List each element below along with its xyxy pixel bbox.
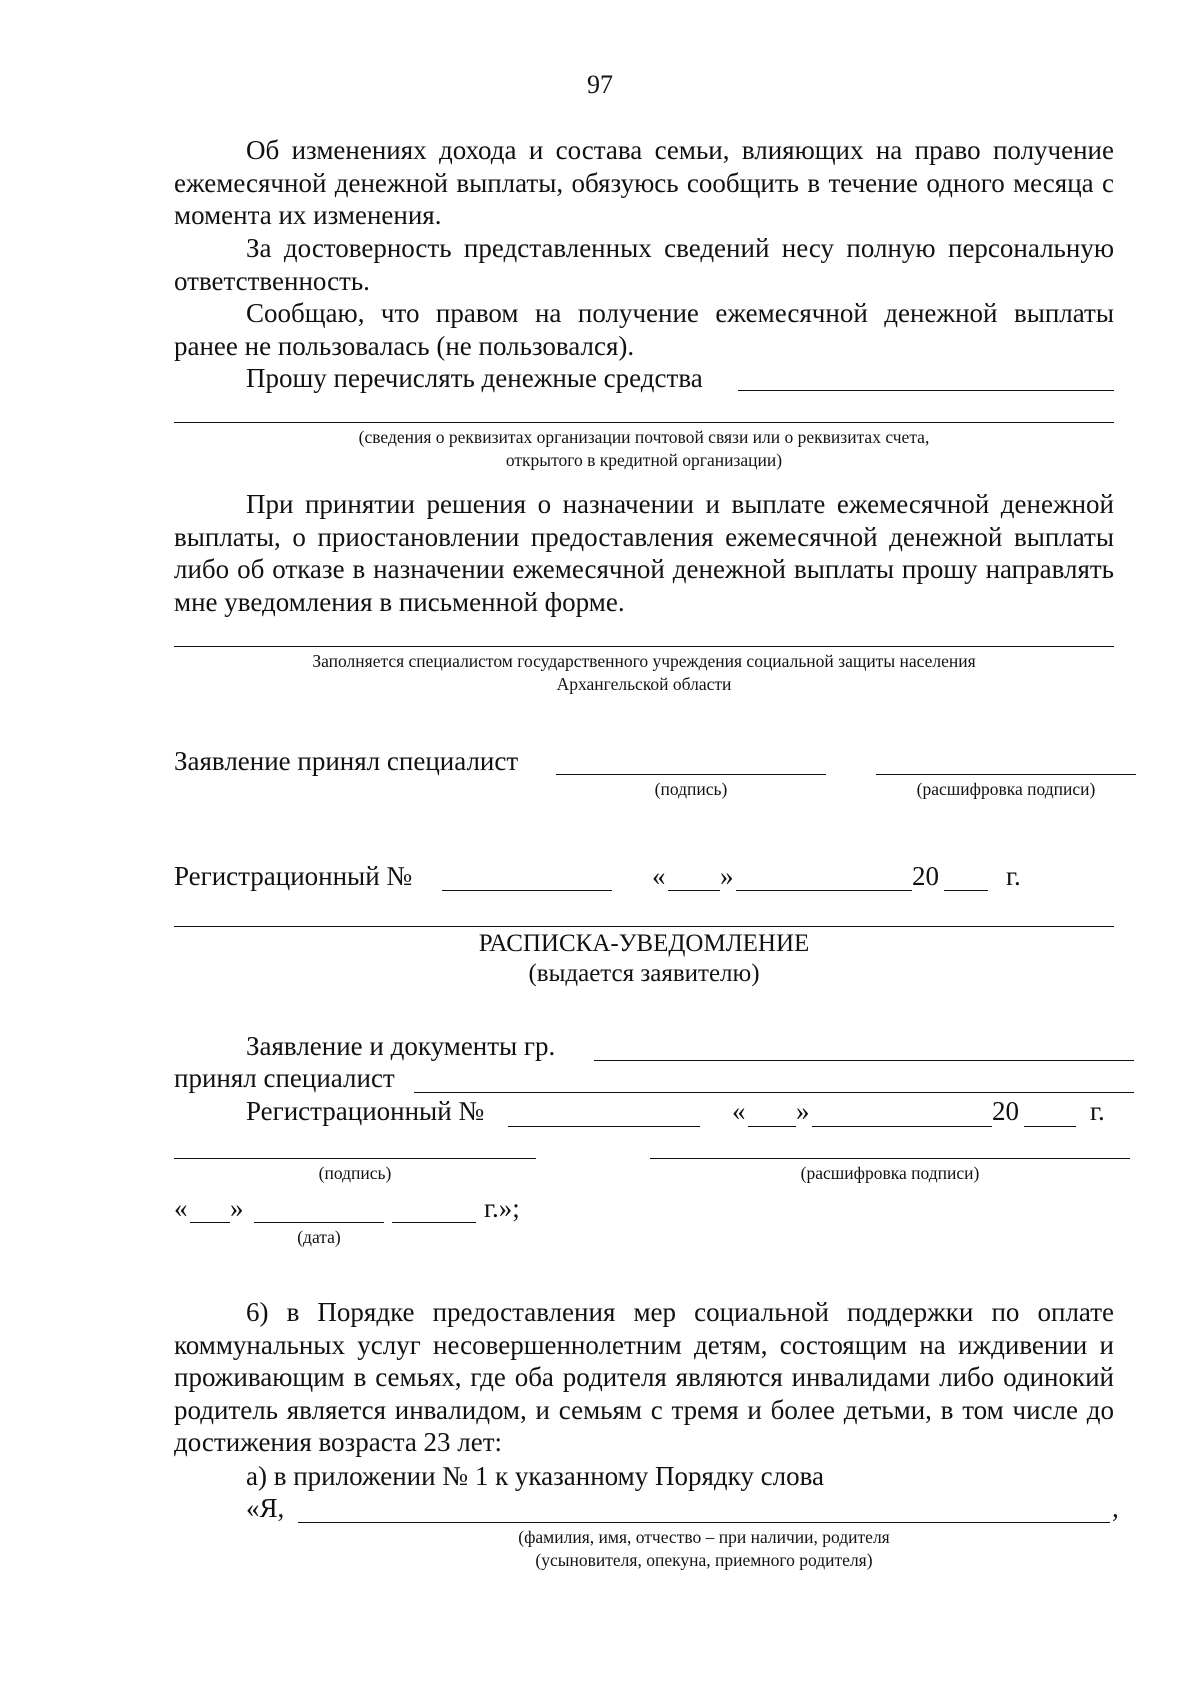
- receipt-year-suffix: г.: [1090, 1096, 1105, 1126]
- receipt-reg-number-field[interactable]: [508, 1126, 700, 1127]
- transfer-field[interactable]: [738, 390, 1114, 391]
- transfer-label: Прошу перечислять денежные средства: [246, 363, 703, 393]
- bank-details-field[interactable]: [174, 422, 1114, 423]
- receipt-specialist-field[interactable]: [414, 1092, 1134, 1093]
- reg-day-field[interactable]: [668, 890, 720, 891]
- parent-name-caption-line-1: (фамилия, имя, отчество – при наличии, родителя: [518, 1527, 890, 1547]
- bank-details-caption: [174, 426, 1114, 472]
- specialist-name-field[interactable]: [876, 774, 1136, 775]
- date-year-field[interactable]: [392, 1222, 476, 1223]
- receipt-name-caption: (расшифровка подписи): [800, 1163, 980, 1183]
- accepted-by-label: Заявление принял специалист: [174, 746, 519, 776]
- ya-label: «Я,: [246, 1493, 285, 1523]
- paragraph-responsibility: За достоверность представленных сведений несу полную персональную ответственность.: [174, 233, 1114, 296]
- receipt-quote-close: »: [796, 1096, 810, 1126]
- receipt-subtitle: (выдается заявителю): [528, 960, 760, 987]
- reg-year-field[interactable]: [944, 890, 988, 891]
- paragraph-appendix: а) в приложении № 1 к указанному Порядку слова: [246, 1461, 824, 1491]
- date-quote-open: «: [174, 1193, 188, 1223]
- receipt-day-field[interactable]: [748, 1126, 796, 1127]
- date-end: г.»;: [484, 1193, 520, 1223]
- receipt-name-field[interactable]: [650, 1158, 1130, 1159]
- paragraph-no-previous-use: Сообщаю, что правом на получение ежемесячной денежной выплаты ранее не пользовалась (не пользовался).: [174, 298, 1114, 361]
- date-day-field[interactable]: [190, 1222, 230, 1223]
- receipt-signature-caption: (подпись): [318, 1163, 392, 1183]
- date-quote-close: »: [230, 1193, 244, 1223]
- reg-number-label: Регистрационный №: [174, 861, 413, 891]
- specialist-note-line-2: Архангельской области: [556, 674, 732, 694]
- date-month-field[interactable]: [254, 1222, 384, 1223]
- specialist-note: [174, 650, 1114, 696]
- receipt-year-prefix: 20: [992, 1096, 1019, 1126]
- receipt-reg-number-label: Регистрационный №: [246, 1096, 485, 1126]
- receipt-title: РАСПИСКА-УВЕДОМЛЕНИЕ: [478, 930, 810, 957]
- parent-name-caption: [298, 1526, 1110, 1572]
- paragraph-notification: При принятии решения о назначении и выплате ежемесячной денежной выплаты, о приостановлении предоставления ежемесячной денежной выплаты либо об отказе в назначении ежемесячной денежной выплаты прошу направлять мне уведомления в письменной форме.: [174, 489, 1114, 617]
- page-number: 97: [587, 70, 613, 99]
- receipt-signature-field[interactable]: [174, 1158, 536, 1159]
- documents-from-label: Заявление и документы гр.: [246, 1031, 556, 1061]
- receipt-year-field[interactable]: [1024, 1126, 1076, 1127]
- signature-decoding-caption: (расшифровка подписи): [916, 779, 1096, 799]
- signature-caption: (подпись): [654, 779, 728, 799]
- year-suffix: г.: [1006, 861, 1021, 891]
- paragraph-income-changes: Об изменениях дохода и состава семьи, влияющих на право получение ежемесячной денежной выплаты, обязуюсь сообщить в течение одного месяца с момента их изменения.: [174, 135, 1114, 230]
- receipt-month-field[interactable]: [812, 1126, 992, 1127]
- specialist-note-line-1: Заполняется специалистом государственного учреждения социальной защиты населения: [312, 651, 976, 671]
- paragraph-section-6: 6) в Порядке предоставления мер социальной поддержки по оплате коммунальных услуг несовершеннолетним детям, состоящим на иждивении и проживающим в семьях, где оба родителя являются инвалидами либо одинокий родитель является инвалидом, и семьям с тремя и более детьми, в том числе до достижения возраста 23 лет:: [174, 1297, 1114, 1457]
- applicant-name-field[interactable]: [594, 1060, 1134, 1061]
- quote-close: »: [720, 861, 734, 891]
- reg-number-field[interactable]: [442, 890, 612, 891]
- quote-open: «: [652, 861, 666, 891]
- year-prefix: 20: [912, 861, 939, 891]
- accepted-specialist-label: принял специалист: [174, 1063, 395, 1093]
- comma: ,: [1112, 1493, 1119, 1523]
- bank-details-caption-line-2: открытого в кредитной организации): [505, 450, 783, 470]
- receipt-quote-open: «: [732, 1096, 746, 1126]
- specialist-signature-field[interactable]: [556, 774, 826, 775]
- date-caption: (дата): [297, 1227, 341, 1247]
- reg-month-field[interactable]: [736, 890, 912, 891]
- parent-name-caption-line-2: (усыновителя, опекуна, приемного родителя): [535, 1550, 873, 1570]
- receipt-divider: [174, 926, 1114, 927]
- parent-name-field[interactable]: [298, 1522, 1110, 1523]
- divider-line: [174, 646, 1114, 647]
- bank-details-caption-line-1: (сведения о реквизитах организации почтовой связи или о реквизитах счета,: [358, 427, 930, 447]
